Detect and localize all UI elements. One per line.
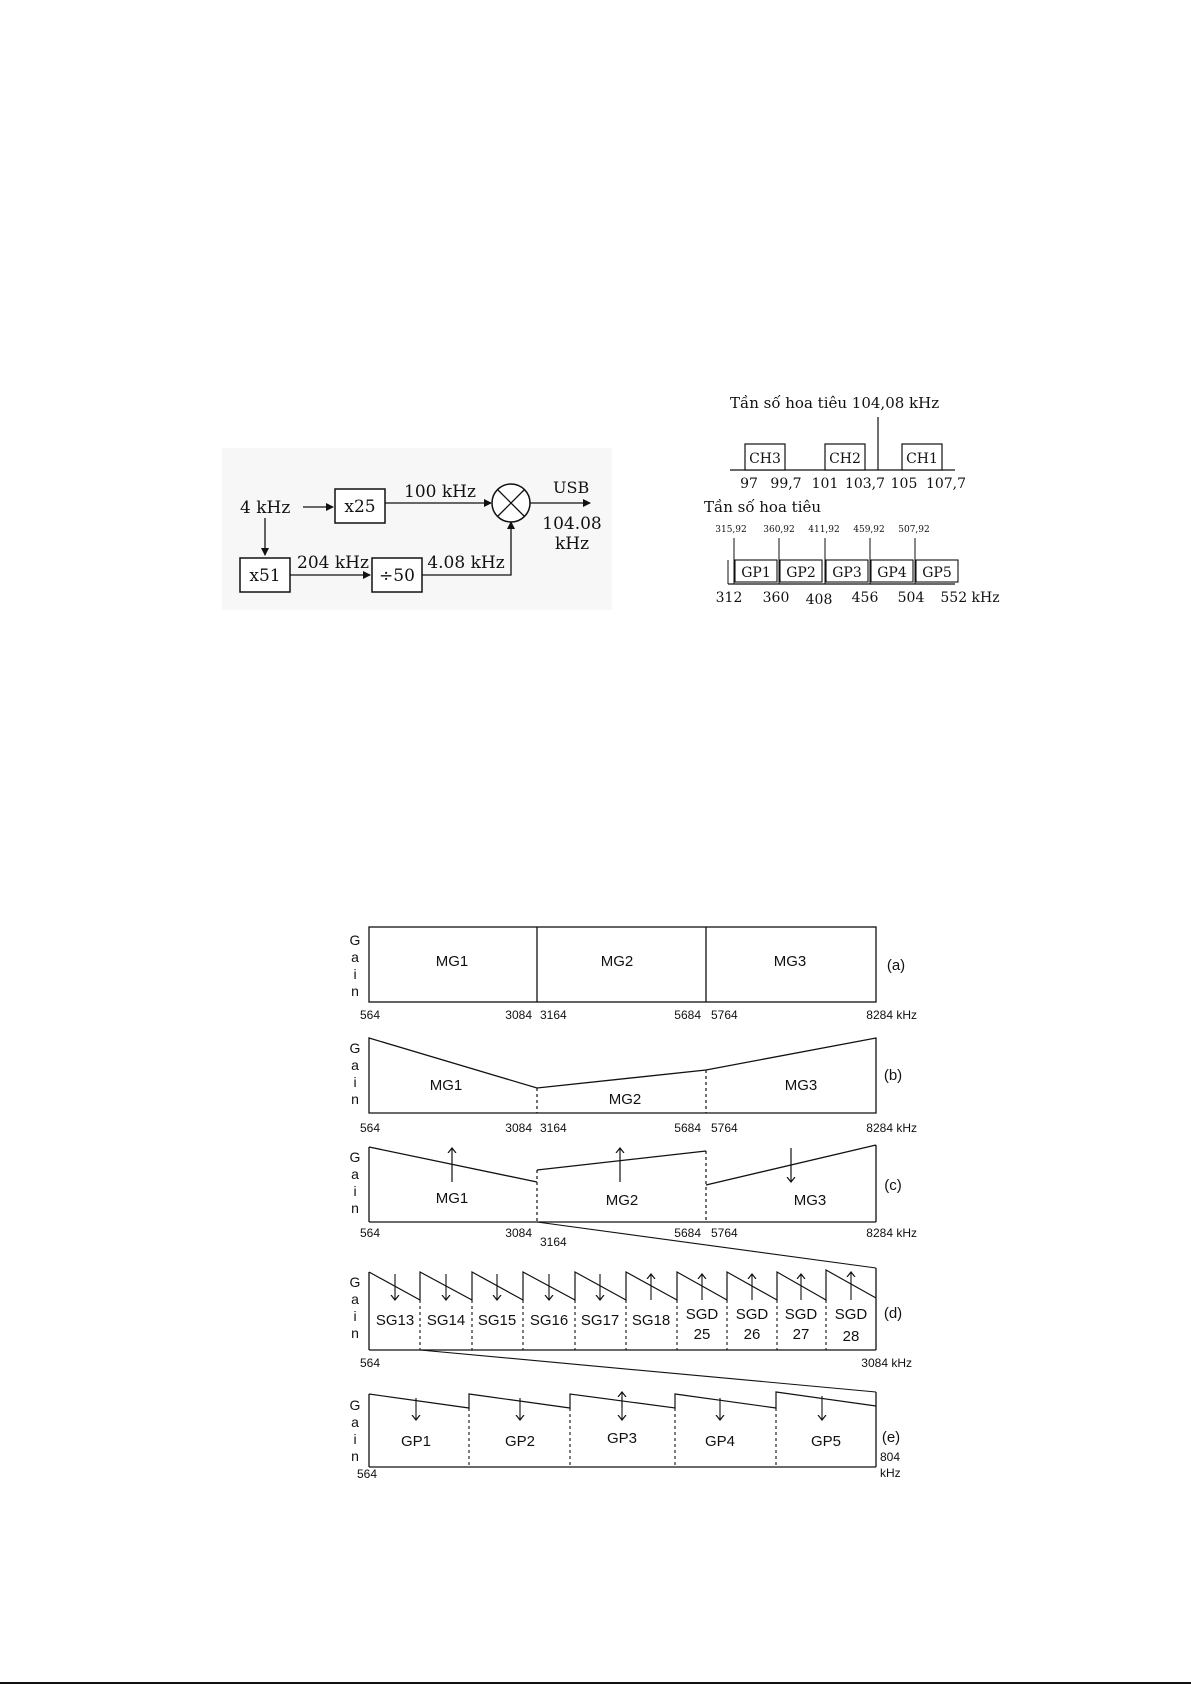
axis-tick: 3164: [540, 1235, 567, 1249]
zoom-guide-line: [420, 1350, 876, 1392]
gp-pilot-label: 507,92: [898, 525, 930, 535]
supergroup-number: 26: [743, 1326, 761, 1343]
output-frequency-value: 104.08: [542, 514, 602, 534]
panel-c-gain-mg2: [537, 1151, 706, 1170]
ch-tick-label: 107,7: [925, 476, 967, 492]
mastergroup-label: MG2: [608, 1091, 642, 1108]
axis-tick: 8284 kHz: [866, 1226, 917, 1240]
gp-tick-label: 408: [805, 592, 833, 608]
group-label: GP3: [606, 1430, 638, 1447]
gain-letter: G: [349, 1149, 361, 1165]
gp-pilot-label: 459,92: [853, 525, 885, 535]
gain-letter: i: [353, 1308, 357, 1324]
channel-label: CH1: [906, 451, 938, 467]
axis-tick: 5684: [674, 1008, 701, 1022]
channel-box-ch1: [902, 444, 942, 470]
gain-panel-c: [350, 1145, 917, 1268]
gp-tick-label: 456: [851, 590, 879, 606]
supergroup-label: SG15: [477, 1312, 517, 1329]
axis-tick: 564: [360, 1226, 381, 1240]
channel-label: CH2: [829, 451, 861, 467]
axis-tick: 804: [880, 1450, 901, 1464]
gain-panel-a: [350, 927, 917, 1022]
usb-label: USB: [553, 478, 590, 497]
group-label: GP2: [504, 1433, 536, 1450]
gain-letter: G: [349, 1040, 361, 1056]
group-label: GP3: [832, 565, 862, 581]
axis-tick: 8284 kHz: [866, 1008, 917, 1022]
axis-tick: 5764: [711, 1226, 738, 1240]
multiply-51-label: x51: [249, 566, 281, 586]
mastergroup-label: MG1: [435, 953, 469, 970]
mastergroup-label: MG3: [773, 953, 807, 970]
supergroup-label: SG16: [529, 1312, 569, 1329]
mastergroup-label: MG1: [435, 1190, 469, 1207]
supergroup-number: 28: [842, 1328, 860, 1345]
gp-tick-label: 312: [715, 590, 743, 606]
supergroup-label: SGD: [834, 1306, 868, 1323]
group-box-gp1: [735, 560, 777, 582]
group-box-gp4: [871, 560, 913, 582]
gain-letter: i: [353, 966, 357, 982]
channel-spectrum: [730, 394, 966, 492]
gp-tick-label: 360: [762, 590, 790, 606]
multiply-25-label: x25: [344, 497, 376, 517]
gain-letter: G: [349, 1274, 361, 1290]
ch-tick-label: 99,7: [770, 476, 802, 492]
panel-tag: (b): [883, 1067, 903, 1084]
axis-tick: 3084: [505, 1226, 532, 1240]
pilot-frequency-label: Tần số hoa tiêu 104,08 kHz: [730, 394, 940, 412]
axis-tick: 5764: [711, 1121, 738, 1135]
ch-tick-label: 103,7: [844, 476, 886, 492]
group-label: GP2: [786, 565, 816, 581]
gain-letter: n: [351, 1091, 359, 1107]
panel-d-sawtooth: [369, 1270, 876, 1300]
axis-tick: 3164: [540, 1008, 567, 1022]
input-frequency-label: 4 kHz: [240, 498, 291, 518]
divide-50-label: ÷50: [379, 566, 415, 586]
panel-tag: (a): [886, 957, 906, 974]
group-label: GP5: [922, 565, 952, 581]
axis-tick: 5684: [674, 1226, 701, 1240]
gain-letter: G: [349, 932, 361, 948]
mastergroup-label: MG3: [793, 1192, 827, 1209]
mastergroup-label: MG1: [429, 1077, 463, 1094]
output-frequency-unit: kHz: [554, 534, 590, 554]
axis-tick: 564: [360, 1008, 381, 1022]
supergroup-label: SG17: [580, 1312, 620, 1329]
panel-tag: (d): [883, 1305, 903, 1322]
supergroup-label: SG13: [375, 1312, 415, 1329]
channel-box-ch2: [825, 444, 865, 470]
pilot-frequency-label-2: Tần số hoa tiêu: [704, 498, 822, 516]
group-box-gp5: [916, 560, 958, 582]
supergroup-label: SG18: [631, 1312, 671, 1329]
gain-letter: n: [351, 1325, 359, 1341]
freq-204-label: 204 kHz: [297, 553, 369, 573]
group-label: GP4: [877, 565, 907, 581]
gain-letter: a: [351, 1166, 359, 1182]
axis-tick: 564: [360, 1356, 381, 1370]
axis-tick: 5684: [674, 1121, 701, 1135]
channel-label: CH3: [749, 451, 781, 467]
supergroup-label: SGD: [685, 1306, 719, 1323]
gp-pilot-label: 360,92: [763, 525, 795, 535]
frequency-synthesis-block-diagram: [222, 448, 612, 610]
axis-tick: 5764: [711, 1008, 738, 1022]
gain-letter: G: [349, 1397, 361, 1413]
gain-letter: a: [351, 1291, 359, 1307]
gain-panel-e: [350, 1392, 901, 1481]
gp-tick-label: 504: [897, 590, 925, 606]
axis-tick: 564: [357, 1467, 378, 1481]
supergroup-number: 25: [693, 1326, 711, 1343]
gain-panel-b: [350, 1038, 917, 1135]
mastergroup-label: MG2: [600, 953, 634, 970]
freq-100-label: 100 kHz: [404, 482, 476, 502]
group-label: GP1: [400, 1433, 432, 1450]
axis-tick: 564: [360, 1121, 381, 1135]
supergroup-number: 27: [792, 1326, 810, 1343]
axis-tick: 8284 kHz: [866, 1121, 917, 1135]
panel-c-gain-mg1: [369, 1147, 537, 1182]
panel-tag: (e): [881, 1429, 901, 1446]
gain-panel-d: [350, 1268, 912, 1392]
gain-letter: n: [351, 983, 359, 999]
axis-tick: 3084: [505, 1008, 532, 1022]
mastergroup-label: MG3: [784, 1077, 818, 1094]
gain-letter: a: [351, 949, 359, 965]
supergroup-label: SGD: [735, 1306, 769, 1323]
supergroup-label: SGD: [784, 1306, 818, 1323]
ch-tick-label: 97: [740, 476, 758, 492]
gp-pilot-label: 315,92: [715, 525, 747, 535]
axis-tick: 3084: [505, 1121, 532, 1135]
axis-tick: kHz: [880, 1466, 901, 1480]
group-label: GP5: [810, 1433, 842, 1450]
gain-letter: i: [353, 1431, 357, 1447]
panel-tag: (c): [884, 1177, 902, 1194]
group-spectrum: [704, 498, 1000, 608]
supergroup-label: SG14: [426, 1312, 466, 1329]
channel-box-ch3: [745, 444, 785, 470]
group-label: GP4: [704, 1433, 736, 1450]
gain-letter: n: [351, 1448, 359, 1464]
gain-letter: n: [351, 1200, 359, 1216]
group-box-gp3: [826, 560, 868, 582]
gain-letter: i: [353, 1074, 357, 1090]
gain-letter: a: [351, 1414, 359, 1430]
zoom-guide-line: [537, 1222, 876, 1268]
gain-letter: a: [351, 1057, 359, 1073]
gain-letter: i: [353, 1183, 357, 1199]
ch-tick-label: 105: [890, 476, 918, 492]
mastergroup-label: MG2: [605, 1192, 639, 1209]
axis-tick: 3164: [540, 1121, 567, 1135]
group-label: GP1: [741, 565, 771, 581]
group-box-gp2: [780, 560, 822, 582]
freq-408-label: 4.08 kHz: [427, 553, 505, 573]
gp-pilot-label: 411,92: [808, 525, 840, 535]
ch-tick-label: 101: [811, 476, 839, 492]
gp-tick-label: 552 kHz: [940, 590, 1000, 606]
axis-tick: 3084 kHz: [861, 1356, 912, 1370]
